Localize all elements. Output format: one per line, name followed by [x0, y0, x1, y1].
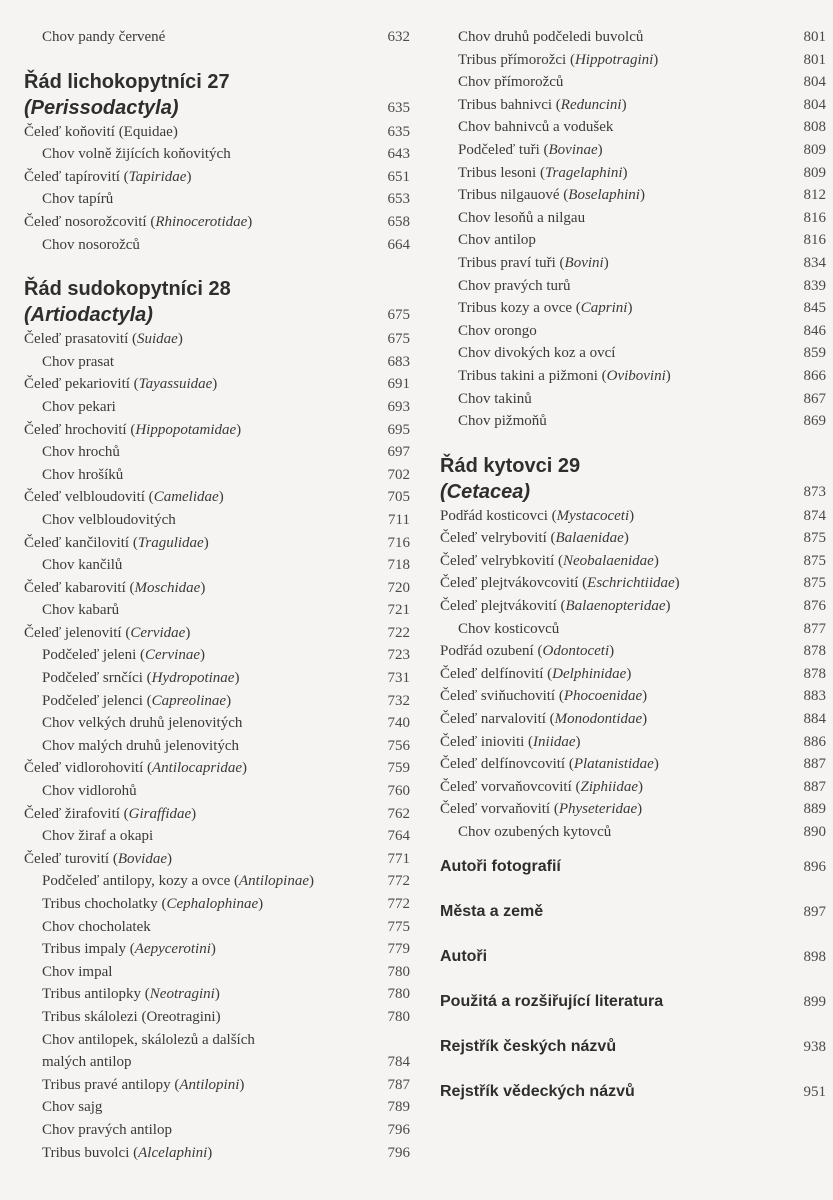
entry-title: Chov velkých druhů jelenovitých	[42, 715, 243, 732]
entry-title: Chov sajg	[42, 1099, 103, 1116]
entry-title: Čeleď prasatovití (Suidae)	[24, 331, 183, 348]
page-number: 695	[387, 421, 410, 438]
order-latin-name: (Perissodactyla)	[24, 96, 179, 119]
entry-title: Chov pekari	[42, 398, 116, 415]
page-number: 808	[803, 119, 826, 136]
entry-title: Čeleď vorvaňovití (Physeteridae)	[440, 801, 643, 818]
page-number: 938	[803, 1038, 826, 1055]
page-number: 780	[387, 986, 410, 1003]
entry-title: Tribus bahnivci (Reduncini)	[458, 96, 627, 113]
toc-entry[interactable]	[24, 121, 410, 144]
entry-title: Čeleď velbloudovití (Camelidae)	[24, 489, 224, 506]
entry-title: Tribus skálolezi (Oreotragini)	[42, 1008, 221, 1025]
entry-title: Chov druhů podčeledi buvolců	[458, 29, 644, 45]
page-number: 812	[803, 187, 826, 204]
page-number: 873	[803, 483, 826, 500]
entry-title: Tribus lesoni (Tragelaphini)	[458, 164, 628, 181]
toc-entry[interactable]	[440, 26, 826, 49]
entry-title: Čeleď velrybkovití (Neobalaenidae)	[440, 552, 659, 569]
entry-title: Čeleď delfínovití (Delphinidae)	[440, 665, 632, 682]
toc-entry[interactable]	[440, 753, 826, 776]
order-heading: Řád lichokopytníci 27	[24, 70, 230, 93]
page-number: 884	[803, 711, 826, 728]
toc-entry[interactable]	[440, 365, 826, 388]
toc-entry[interactable]	[24, 803, 410, 826]
toc-entry[interactable]	[24, 599, 410, 622]
entry-title: Čeleď jelenovití (Cervidae)	[24, 624, 191, 641]
toc-entry[interactable]	[24, 667, 410, 690]
entry-title: Chov přímorožců	[458, 74, 564, 91]
toc-entry[interactable]	[440, 708, 826, 731]
page-number: 775	[387, 918, 410, 935]
entry-title: Čeleď žirafovití (Giraffidae)	[24, 805, 197, 822]
page-number: 897	[803, 903, 826, 920]
page-number: 789	[387, 1099, 410, 1116]
entry-title: Chov impal	[42, 963, 113, 980]
page-number: 874	[803, 507, 826, 524]
page-number: 718	[387, 557, 410, 574]
entry-title: Čeleď velrybovití (Balaenidae)	[440, 530, 629, 547]
toc-section-entry[interactable]	[440, 946, 826, 991]
toc-entry[interactable]	[440, 94, 826, 117]
page-number: 875	[803, 575, 826, 592]
toc-entry[interactable]	[24, 509, 410, 532]
entry-title: Chov takinů	[458, 390, 532, 407]
section-spacer	[440, 433, 826, 453]
entry-title: Chov malých druhů jelenovitých	[42, 737, 240, 754]
toc-entry[interactable]	[440, 798, 826, 821]
entry-title: Tribus chocholatky (Cephalophinae)	[42, 896, 264, 912]
toc-column-left	[24, 26, 410, 1164]
toc-entry[interactable]	[24, 211, 410, 234]
page-number: 839	[803, 277, 826, 294]
entry-title: Tribus buvolci (Alcelaphini)	[42, 1144, 213, 1161]
toc-entry[interactable]	[440, 184, 826, 207]
toc-column-right	[440, 26, 826, 1126]
page-number: 886	[803, 733, 826, 750]
toc-entry[interactable]	[24, 1029, 410, 1052]
page-number: 731	[387, 670, 410, 687]
toc-entry[interactable]	[24, 983, 410, 1006]
entry-title: Chov vidlorohů	[42, 783, 137, 800]
page-number: 816	[803, 232, 826, 249]
toc-entry[interactable]	[440, 207, 826, 230]
page-number: 883	[803, 688, 826, 705]
entry-title: Čeleď vorvaňovcovití (Ziphiidae)	[440, 778, 644, 795]
section-title: Autoři	[440, 947, 488, 965]
entry-title: Chov antilopek, skálolezů a dalších	[42, 1031, 255, 1048]
toc-entry[interactable]	[440, 685, 826, 708]
toc-entry[interactable]	[440, 275, 826, 298]
toc-entry[interactable]	[24, 690, 410, 713]
toc-entry[interactable]	[24, 351, 410, 374]
page-number: 716	[387, 534, 410, 551]
toc-entry[interactable]	[24, 554, 410, 577]
entry-title: Čeleď narvalovití (Monodontidae)	[440, 711, 648, 728]
page-number: 951	[803, 1083, 826, 1100]
toc-entry[interactable]	[24, 328, 410, 351]
toc-section-entry[interactable]	[440, 991, 826, 1036]
toc-entry[interactable]	[24, 188, 410, 211]
toc-section-entry[interactable]	[440, 1081, 826, 1126]
entry-title: Čeleď tapírovití (Tapiridae)	[24, 168, 192, 185]
entry-title: Čeleď delfínovcovití (Platanistidae)	[440, 756, 659, 773]
toc-entry[interactable]	[440, 527, 826, 550]
order-latin-name: (Cetacea)	[440, 480, 531, 503]
page-number: 859	[803, 345, 826, 362]
page-number: 771	[387, 850, 410, 867]
toc-entry[interactable]	[24, 373, 410, 396]
entry-title: Tribus nilgauové (Boselaphini)	[458, 187, 645, 204]
page-number: 722	[387, 624, 410, 641]
toc-entry[interactable]	[440, 388, 826, 411]
page-number: 772	[387, 873, 410, 890]
page-number: 875	[803, 530, 826, 547]
entry-title: Podčeleď jeleni (Cervinae)	[42, 647, 205, 664]
page-number: 721	[387, 602, 410, 619]
page-number: 664	[387, 236, 410, 253]
page-number: 759	[387, 760, 410, 777]
order-heading: Řád kytovci 29	[440, 454, 581, 477]
entry-title: Čeleď kabarovití (Moschidae)	[24, 579, 206, 596]
toc-entry[interactable]	[440, 663, 826, 686]
toc-section-entry[interactable]	[440, 901, 826, 946]
toc-entry[interactable]	[440, 410, 826, 433]
page-number: 651	[387, 168, 410, 185]
page-number: 635	[387, 99, 410, 116]
page-number: 887	[803, 756, 826, 773]
page-number: 887	[803, 778, 826, 795]
section-spacer	[440, 844, 826, 856]
toc-entry[interactable]	[24, 893, 410, 916]
page-number: 804	[803, 96, 826, 113]
toc-entry[interactable]	[24, 166, 410, 189]
toc-entry[interactable]	[440, 572, 826, 595]
page-number: 816	[803, 209, 826, 226]
entry-title: Čeleď vidlorohovití (Antilocapridae)	[24, 760, 248, 777]
toc-entry[interactable]	[24, 26, 410, 49]
entry-title: Chov kosticovců	[458, 620, 560, 637]
toc-entry[interactable]	[440, 320, 826, 343]
entry-title: Chov kabarů	[42, 602, 120, 619]
entry-title: Čeleď pekariovití (Tayassuidae)	[24, 376, 218, 393]
toc-entry[interactable]	[24, 1051, 410, 1074]
entry-title: Chov divokých koz a ovcí	[458, 345, 616, 362]
entry-title: Chov kančilů	[42, 557, 123, 574]
toc-entry[interactable]	[440, 229, 826, 252]
toc-entry[interactable]	[440, 342, 826, 365]
entry-title: Chov velbloudovitých	[42, 511, 176, 528]
toc-entry[interactable]	[24, 532, 410, 555]
toc-entry[interactable]	[24, 1142, 410, 1165]
toc-entry[interactable]	[24, 622, 410, 645]
entry-title: Chov bahnivců a vodušek	[458, 119, 614, 136]
page-number: 635	[387, 123, 410, 140]
page-number: 632	[387, 29, 410, 45]
toc-entry[interactable]	[440, 550, 826, 573]
entry-title: Chov hrochů	[42, 444, 120, 461]
page-number: 796	[387, 1144, 410, 1161]
page-number: 764	[387, 828, 410, 845]
page-number: 889	[803, 801, 826, 818]
toc-entry[interactable]	[24, 143, 410, 166]
page-number: 780	[387, 963, 410, 980]
page-number: 693	[387, 398, 410, 415]
toc-entry[interactable]	[24, 848, 410, 871]
page-number: 732	[387, 692, 410, 709]
toc-entry[interactable]	[24, 396, 410, 419]
entry-title: Tribus praví tuři (Bovini)	[458, 254, 609, 271]
page-number: 801	[803, 51, 826, 68]
entry-title: Podřád ozubení (Odontoceti)	[440, 643, 615, 660]
toc-entry[interactable]	[440, 776, 826, 799]
section-title: Rejstřík českých názvů	[440, 1037, 617, 1055]
page-number: 890	[803, 824, 826, 840]
entry-title: Podčeleď antilopy, kozy a ovce (Antilopinae)	[42, 873, 314, 890]
toc-entry[interactable]	[24, 577, 410, 600]
toc-section-entry[interactable]	[440, 1036, 826, 1081]
page-number: 683	[387, 353, 410, 370]
toc-entry[interactable]	[24, 644, 410, 667]
page-number: 787	[387, 1076, 410, 1093]
entry-title: Chov žiraf a okapi	[42, 828, 154, 845]
page-number: 834	[803, 254, 826, 271]
page-number: 845	[803, 300, 826, 317]
entry-title: Čeleď plejtvákovcovití (Eschrichtiidae)	[440, 575, 680, 592]
toc-entry[interactable]	[440, 505, 826, 528]
toc-entry[interactable]	[440, 595, 826, 618]
entry-title: Tribus takini a pižmoni (Ovibovini)	[458, 367, 671, 384]
page-number: 675	[387, 307, 410, 324]
page-number: 846	[803, 322, 826, 339]
page-number: 867	[803, 390, 826, 407]
section-spacer	[24, 256, 410, 276]
order-latin-heading	[24, 302, 410, 328]
entry-title: Chov volně žijících koňovitých	[42, 146, 231, 163]
entry-title: Chov ozubených kytovců	[458, 824, 612, 840]
entry-title: Chov pravých turů	[458, 277, 571, 294]
entry-title: Tribus kozy a ovce (Caprini)	[458, 300, 633, 317]
entry-title: Tribus přímorožci (Hippotragini)	[458, 51, 659, 68]
toc-entry[interactable]	[440, 640, 826, 663]
page-number: 899	[803, 993, 826, 1010]
entry-title: Chov hrošíků	[42, 466, 124, 483]
page-number: 876	[803, 598, 826, 615]
toc-entry[interactable]	[24, 712, 410, 735]
page-number: 653	[387, 191, 410, 208]
page-number: 796	[387, 1121, 410, 1138]
page-number: 772	[387, 896, 410, 912]
page-number: 760	[387, 783, 410, 800]
toc-entry[interactable]	[24, 780, 410, 803]
toc-entry[interactable]	[24, 419, 410, 442]
order-latin-heading	[440, 479, 826, 505]
page-number: 898	[803, 948, 826, 965]
page-number: 878	[803, 643, 826, 660]
entry-title: malých antilop	[42, 1054, 132, 1071]
entry-title: Tribus pravé antilopy (Antilopini)	[42, 1076, 245, 1093]
page-number: 784	[387, 1054, 410, 1071]
toc-entry[interactable]	[440, 139, 826, 162]
entry-title: Podřád kosticovci (Mystacoceti)	[440, 507, 635, 524]
page-number: 702	[387, 466, 410, 483]
page-number: 866	[803, 367, 826, 384]
page-number: 896	[803, 858, 826, 875]
entry-title: Chov pandy červené	[42, 29, 166, 45]
toc-entry[interactable]	[24, 1096, 410, 1119]
page-number: 658	[387, 213, 410, 230]
entry-title: Čeleď inioviti (Iniidae)	[440, 733, 581, 750]
toc-entry[interactable]	[24, 825, 410, 848]
page-number: 762	[387, 805, 410, 822]
section-title: Rejstřík vědeckých názvů	[440, 1082, 635, 1100]
order-latin-name: (Artiodactyla)	[24, 304, 153, 327]
page-number: 780	[387, 1008, 410, 1025]
toc-entry[interactable]	[440, 821, 826, 844]
toc-entry[interactable]	[24, 441, 410, 464]
entry-title: Čeleď turovití (Bovidae)	[24, 850, 173, 867]
page-number: 877	[803, 620, 826, 637]
entry-title: Čeleď koňovití (Equidae)	[24, 123, 178, 140]
page-number: 869	[803, 413, 826, 430]
entry-title: Chov antilop	[458, 232, 536, 249]
toc-entry[interactable]	[24, 961, 410, 984]
entry-title: Chov pravých antilop	[42, 1121, 172, 1138]
page-number: 697	[387, 444, 410, 461]
toc-entry[interactable]	[24, 1119, 410, 1142]
toc-entry[interactable]	[440, 297, 826, 320]
toc-entry[interactable]	[24, 870, 410, 893]
page-number: 711	[388, 511, 410, 528]
entry-title: Chov tapírů	[42, 191, 114, 208]
section-title: Použitá a rozšiřující literatura	[440, 992, 664, 1010]
toc-entry[interactable]	[24, 486, 410, 509]
toc-entry[interactable]	[440, 162, 826, 185]
toc-entry[interactable]	[440, 252, 826, 275]
entry-title: Chov pižmoňů	[458, 413, 547, 430]
entry-title: Čeleď nosorožcovití (Rhinocerotidae)	[24, 213, 253, 230]
toc-section-entry[interactable]	[440, 856, 826, 901]
entry-title: Čeleď plejtvákovití (Balaenopteridae)	[440, 598, 671, 615]
page-number: 875	[803, 552, 826, 569]
toc-entry[interactable]	[440, 731, 826, 754]
entry-title: Chov orongo	[458, 322, 537, 339]
entry-title: Podčeleď jelenci (Capreolinae)	[42, 692, 232, 709]
toc-entry[interactable]	[24, 464, 410, 487]
order-latin-heading	[24, 95, 410, 121]
entry-title: Podčeleď srnčíci (Hydropotinae)	[42, 670, 240, 687]
entry-title: Podčeleď tuři (Bovinae)	[458, 141, 603, 158]
toc-entry[interactable]	[24, 916, 410, 939]
entry-title: Čeleď sviňuchovití (Phocoenidae)	[440, 688, 648, 705]
entry-title: Chov prasat	[42, 353, 115, 370]
toc-entry[interactable]	[440, 49, 826, 72]
entry-title: Chov lesoňů a nilgau	[458, 209, 586, 226]
toc-entry[interactable]	[24, 757, 410, 780]
page-number: 878	[803, 665, 826, 682]
toc-entry[interactable]	[24, 1074, 410, 1097]
toc-entry[interactable]	[440, 116, 826, 139]
page-number: 723	[387, 647, 410, 664]
entry-title: Tribus impaly (Aepycerotini)	[42, 941, 216, 958]
order-heading: Řád sudokopytníci 28	[24, 278, 231, 301]
toc-entry[interactable]	[440, 71, 826, 94]
page-number: 804	[803, 74, 826, 91]
entry-title: Čeleď kančilovití (Tragulidae)	[24, 534, 209, 551]
page-number: 705	[387, 489, 410, 506]
toc-entry[interactable]	[24, 1006, 410, 1029]
entry-title: Čeleď hrochovití (Hippopotamidae)	[24, 421, 242, 438]
page-number: 675	[387, 331, 410, 348]
entry-title: Chov nosorožců	[42, 236, 140, 253]
page-number: 809	[803, 164, 826, 181]
page-number: 720	[387, 579, 410, 596]
section-spacer	[24, 49, 410, 69]
toc-entry[interactable]	[440, 618, 826, 641]
section-title: Města a země	[440, 902, 544, 920]
page-number: 809	[803, 141, 826, 158]
page-number: 756	[387, 737, 410, 754]
entry-title: Tribus antilopky (Neotragini)	[42, 986, 220, 1003]
page-number: 801	[803, 29, 826, 45]
toc-entry[interactable]	[24, 938, 410, 961]
page-number: 643	[387, 146, 410, 163]
page-number: 691	[387, 376, 410, 393]
toc-entry[interactable]	[24, 735, 410, 758]
toc-entry[interactable]	[24, 234, 410, 257]
section-title: Autoři fotografií	[440, 857, 561, 875]
entry-title: Chov chocholatek	[42, 918, 151, 935]
page-number: 740	[387, 715, 410, 732]
page-number: 779	[387, 941, 410, 958]
